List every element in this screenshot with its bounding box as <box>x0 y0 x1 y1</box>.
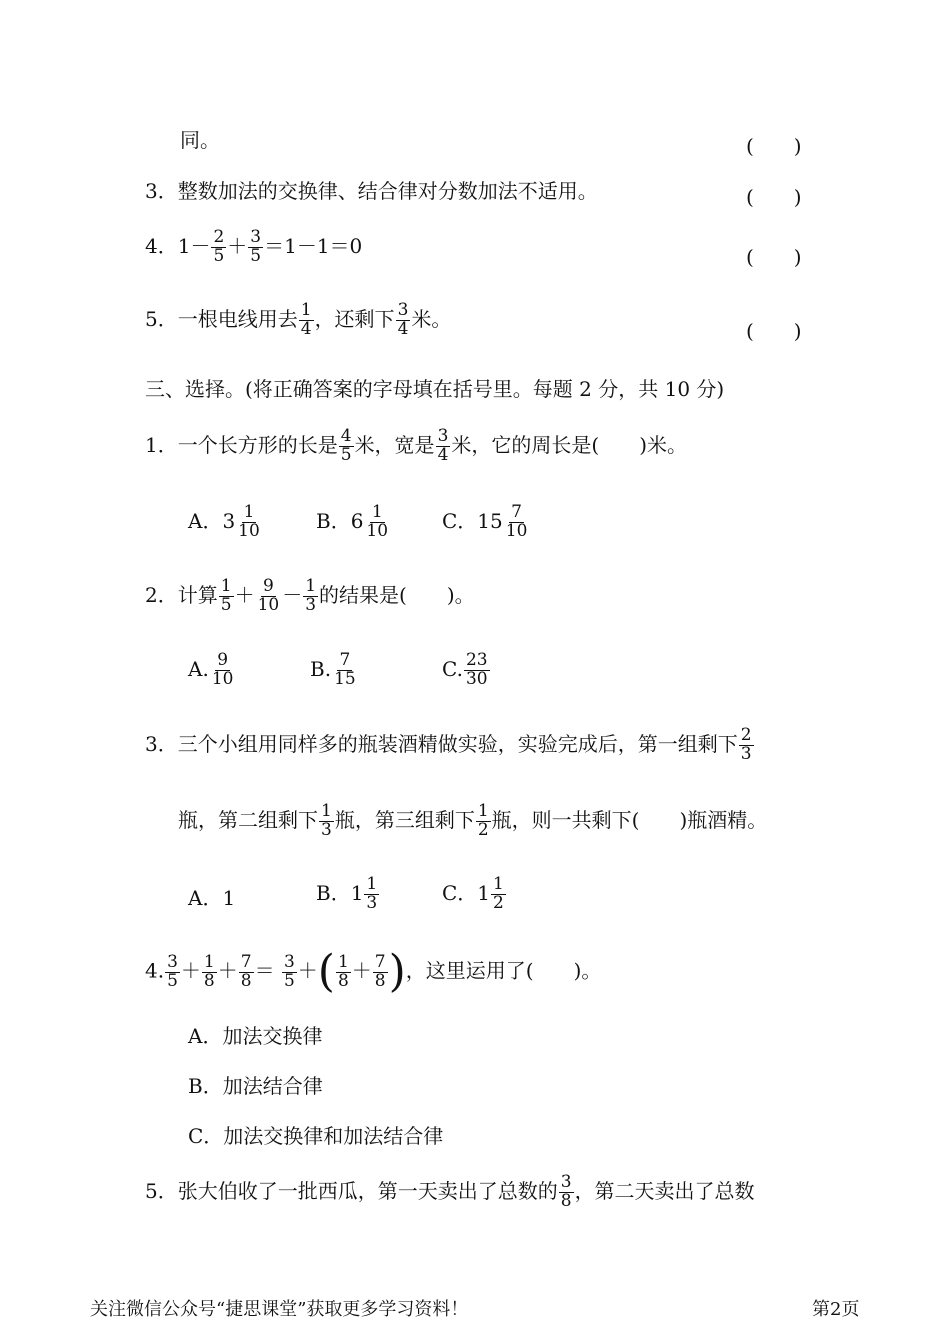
statement-4: 4．1－ $\frac{2}{5}$ ＋ $\frac{3}{5}$ ＝1－1＝0 <box>145 227 363 266</box>
q2-option-a[interactable]: A. $\frac{9}{10}$ <box>188 650 234 689</box>
statement-continuation: 同。 <box>180 128 220 152</box>
q3-option-a[interactable]: A．1 <box>188 886 236 910</box>
section-title: 三、选择。(将正确答案的字母填在括号里。每题 2 分，共 10 分) <box>145 377 725 401</box>
q3-option-b[interactable]: B．1 $\frac{1}{3}$ <box>316 874 378 913</box>
fraction: $\frac{2}{5}$ <box>213 227 225 266</box>
question-2: 2．计算 $\frac{1}{5}$ ＋ $\frac{9}{10}$ － $\frac{1}{3}$ 的结果是( )。 <box>145 576 475 615</box>
q4-option-b[interactable]: B．加法结合律 <box>188 1074 323 1098</box>
fraction: $\frac{3}{5}$ <box>250 227 262 266</box>
answer-paren-5[interactable]: ( ) <box>746 319 802 343</box>
answer-paren-4[interactable]: ( ) <box>746 245 802 269</box>
q1-option-c[interactable]: C．15 $\frac{7}{10}$ <box>442 502 528 541</box>
q1-option-b[interactable]: B．6 $\frac{1}{10}$ <box>316 502 389 541</box>
question-3-line1: 3．三个小组用同样多的瓶装酒精做实验，实验完成后，第一组剩下 $\frac{2}{3}$ <box>145 725 752 764</box>
question-1: 1．一个长方形的长是 $\frac{4}{5}$ 米，宽是 $\frac{3}{4}$ 米，它的周长是( )米。 <box>145 426 687 465</box>
q1-option-a[interactable]: A．3 $\frac{1}{10}$ <box>188 502 260 541</box>
fraction: $\frac{3}{4}$ <box>397 300 409 339</box>
q3-option-c[interactable]: C．1 $\frac{1}{2}$ <box>442 874 504 913</box>
q2-option-c[interactable]: C. $\frac{23}{30}$ <box>442 650 488 689</box>
page-number: 第2页 <box>812 1299 860 1320</box>
answer-paren-3[interactable]: ( ) <box>746 185 802 209</box>
answer-paren-2[interactable]: ( ) <box>746 134 802 158</box>
q4-option-a[interactable]: A．加法交换律 <box>188 1024 323 1048</box>
fraction: $\frac{1}{4}$ <box>300 300 312 339</box>
q2-option-b[interactable]: B. $\frac{7}{15}$ <box>310 650 356 689</box>
question-3-line2: 瓶，第二组剩下 $\frac{1}{3}$ 瓶，第三组剩下 $\frac{1}{2}$ 瓶，则一共剩下( )瓶酒精。 <box>178 801 768 840</box>
statement-3: 3．整数加法的交换律、结合律对分数加法不适用。 <box>145 179 598 203</box>
q4-option-c[interactable]: C．加法交换律和加法结合律 <box>188 1124 444 1148</box>
question-4: 4. $\frac{3}{5}$ ＋ $\frac{1}{8}$ ＋ $\frac{7}{8}$ ＝ $\frac{3}{5}$ ＋( $\frac{1}{8}$ ＋ $\frac{7}{8}$ )，这里运用了( )。 <box>145 946 602 997</box>
question-5: 5．张大伯收了一批西瓜，第一天卖出了总数的 $\frac{3}{8}$ ，第二天卖出了总数 <box>145 1172 755 1211</box>
statement-5: 5．一根电线用去 $\frac{1}{4}$ ，还剩下 $\frac{3}{4}$ 米。 <box>145 300 452 339</box>
footer-note: 关注微信公众号“捷思课堂”获取更多学习资料！ <box>90 1299 469 1320</box>
